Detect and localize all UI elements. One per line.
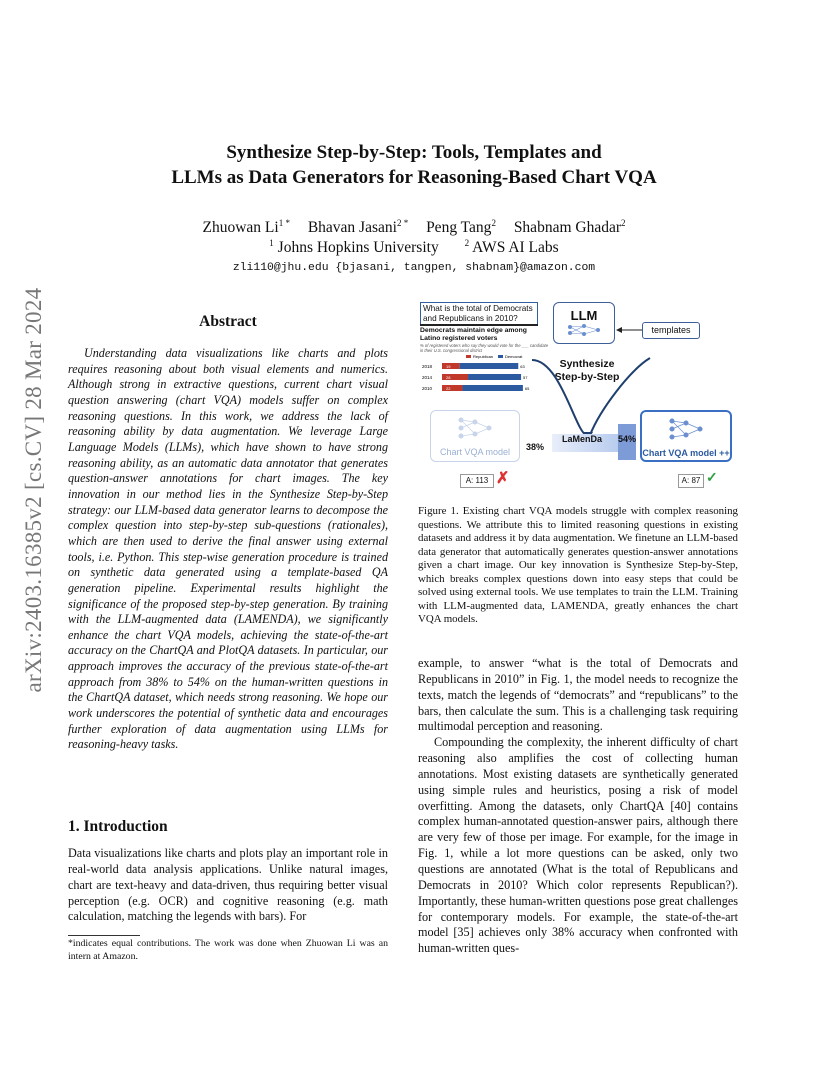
paragraph: Compounding the complexity, the inherent difficulty of chart reasoning also amplifies the cost of collecting human annotations. Most existing datasets are synthetically generated using simple rules and heuristics, posing a risk of model overfitting. Among the datasets, only ChartQA [40] contains complex human-annotated question-answer pairs, although there are very few of those per image. For example, for the image in Fig. 1, while a lot more questions can be asked, only two questions are annotated (What is the total of Republicans and Democrats in 2010? Which color represents Republican?). Importantly, these human-written questions pose great challenges for contemporary models. For example, the state-of-the-art model [35] achieves only 38% accuracy when confronted with human-written ques- bbox=[418, 735, 738, 956]
synthesize-label-line-2: Step-by-Step bbox=[554, 371, 620, 383]
author-mark: 2 bbox=[491, 218, 496, 228]
author-mark: 2 bbox=[621, 218, 626, 228]
year-label: 2014 bbox=[422, 375, 433, 380]
neural-network-icon bbox=[666, 415, 706, 443]
synthesize-flow-arrows bbox=[520, 340, 660, 440]
footnote: *indicates equal contributions. The work was done when Zhuowan Li was an intern at Amazon. bbox=[68, 938, 388, 962]
answer-after: A: 87 bbox=[678, 474, 704, 488]
affiliation-mark: 2 bbox=[464, 238, 470, 248]
author-list bbox=[0, 218, 828, 237]
templates-arrow bbox=[614, 322, 644, 334]
legend-swatch-republican bbox=[466, 355, 471, 358]
title-line-2: LLMs as Data Generators for Reasoning-Based Chart VQA bbox=[171, 166, 657, 188]
year-label: 2018 bbox=[422, 364, 433, 369]
legend-label-democrat: Democrat bbox=[505, 354, 523, 359]
legend-label-republican: Republican bbox=[473, 354, 494, 359]
author-name: Peng Tang bbox=[426, 219, 492, 237]
author-mark: 2 * bbox=[396, 218, 409, 228]
affiliations bbox=[0, 238, 828, 257]
abstract-heading: Abstract bbox=[199, 313, 257, 330]
example-chart-subtitle: % of registered voters who say they would vote for the ___ candidate in their U.S. congressional district bbox=[420, 343, 549, 353]
check-icon: ✓ bbox=[706, 469, 718, 485]
democrat-value-label: 63 bbox=[520, 364, 525, 369]
affiliation: Johns Hopkins University bbox=[277, 239, 439, 257]
author-name: Shabnam Ghadar bbox=[513, 219, 621, 237]
paragraph: example, to answer “what is the total of Democrats and Republicans in 2010” in Fig. 1, the model needs to recognize the texts, match the legends of “democrats” and “republicans” to the bars, then calculate the sum. This is a challenging task requiring multimodal perception and reasoning. bbox=[418, 656, 738, 734]
author-name: Bhavan Jasani bbox=[307, 219, 397, 237]
accuracy-before: 38% bbox=[526, 442, 545, 452]
right-column-text bbox=[418, 656, 738, 957]
democrat-value-label: 57 bbox=[523, 375, 528, 380]
democrat-bar bbox=[468, 374, 521, 380]
author-name: Zhuowan Li bbox=[202, 219, 279, 237]
author-mark: 1 * bbox=[278, 218, 290, 228]
lamenda-label: LaMenDa bbox=[562, 434, 603, 444]
answer-before: A: 113 bbox=[460, 474, 494, 488]
section-heading-introduction: 1. Introduction bbox=[68, 818, 168, 835]
affiliation-mark: 1 bbox=[269, 238, 274, 248]
democrat-bar bbox=[460, 363, 519, 369]
figure-question-box: What is the total of Democrats and Republicans in 2010? bbox=[420, 302, 538, 326]
legend-swatch-democrat bbox=[498, 355, 503, 358]
chart-vqa-model-plus-box bbox=[640, 410, 732, 462]
arxiv-identifier: arXiv:2403.16385v2 [cs.CV] 28 Mar 2024 bbox=[21, 287, 46, 693]
year-label: 2010 bbox=[422, 386, 433, 391]
introduction-paragraph: Data visualizations like charts and plots play an important role in real-world data analysis applications. Unlike natural images, chart are text-heavy and data-driven, thus requiring better visual perception (e.g. OCR) and cognitive reasoning (e.g. math calculation, matching the legends with bars). For bbox=[68, 846, 388, 924]
democrat-bar bbox=[462, 385, 522, 391]
synthesize-label-line-1: Synthesize bbox=[559, 358, 615, 370]
republican-value-label: 19 bbox=[446, 364, 451, 369]
figure-1 bbox=[420, 300, 740, 496]
chart-vqa-model-box bbox=[430, 410, 520, 462]
democrat-value-label: 65 bbox=[524, 386, 530, 391]
republican-value-label: 22 bbox=[446, 386, 451, 391]
affiliation: AWS AI Labs bbox=[472, 239, 559, 257]
footnote-rule bbox=[68, 935, 140, 936]
abstract-body: Understanding data visualizations like charts and plots requires reasoning about both visual elements and numerics. Although strong in extractive questions, current chart visual question answering (chart VQA) models suffer on complex reasoning questions. In this work, we address the lack of reasoning ability by data augmentation. We leverage Large Language Models (LLMs), which have shown to have strong reasoning ability, as an automatic data annotator that generates question-answer annotations for chart images. The key innovation in our method lies in the Synthesize Step-by-Step strategy: our LLM-based data generator learns to decompose the complex question into step-by-step sub-questions (rationales), which are then used to derive the final answer using external tools, i.e. Python. This step-wise generation procedure is trained on synthetic data generated using a template-based QA generation pipeline. Experimental results highlight the significance of the proposed step-by-step generation. By training with the LLM-augmented data (LAMENDA), we significantly enhance the chart VQA models, achieving the state-of-the-art accuracy on the ChartQA and PlotQA datasets. In particular, our approach improves the accuracy of the previous state-of-the-art approach from 38% to 54% on the human-written questions in the ChartQA dataset, which needs strong reasoning. We hope our work underscores the potential of synthetic data and encourages further exploration of data augmentation using LLMs for reasoning-heavy tasks. bbox=[68, 346, 388, 752]
author-emails: zli110@jhu.edu {bjasani, tangpen, shabnam}@amazon.com bbox=[232, 262, 596, 274]
title-line-1: Synthesize Step-by-Step: Tools, Templates and bbox=[226, 142, 602, 163]
republican-value-label: 28 bbox=[446, 375, 451, 380]
example-chart-title: Democrats maintain edge among Latino registered voters bbox=[420, 324, 538, 343]
templates-box: templates bbox=[642, 322, 700, 339]
republican-bar bbox=[442, 363, 460, 369]
neural-network-icon bbox=[455, 414, 495, 442]
paper-title bbox=[0, 141, 828, 190]
chart-vqa-model-plus-label: Chart VQA model ++ bbox=[642, 448, 730, 458]
accuracy-after: 54% bbox=[618, 434, 637, 444]
cross-icon: ✗ bbox=[496, 470, 510, 487]
llm-label: LLM bbox=[570, 308, 598, 323]
neural-network-icon bbox=[564, 323, 604, 337]
figure-caption: Figure 1. Existing chart VQA models struggle with complex reasoning questions. We attribute this to limited reasoning questions in existing datasets and address it by data augmentation. We finetune an LLM-based data generator that automatically generates question-answer annotations given a chart image. Our key innovation is Synthesize Step-by-Step, which breaks complex questions down into easy steps that could be solved using external tools. We use templates to train the LLM. Training with LLM-augmented data, LAMENDA, greatly enhances the chart VQA models. bbox=[418, 505, 738, 626]
chart-vqa-model-label: Chart VQA model bbox=[439, 447, 511, 457]
llm-box bbox=[553, 302, 615, 344]
